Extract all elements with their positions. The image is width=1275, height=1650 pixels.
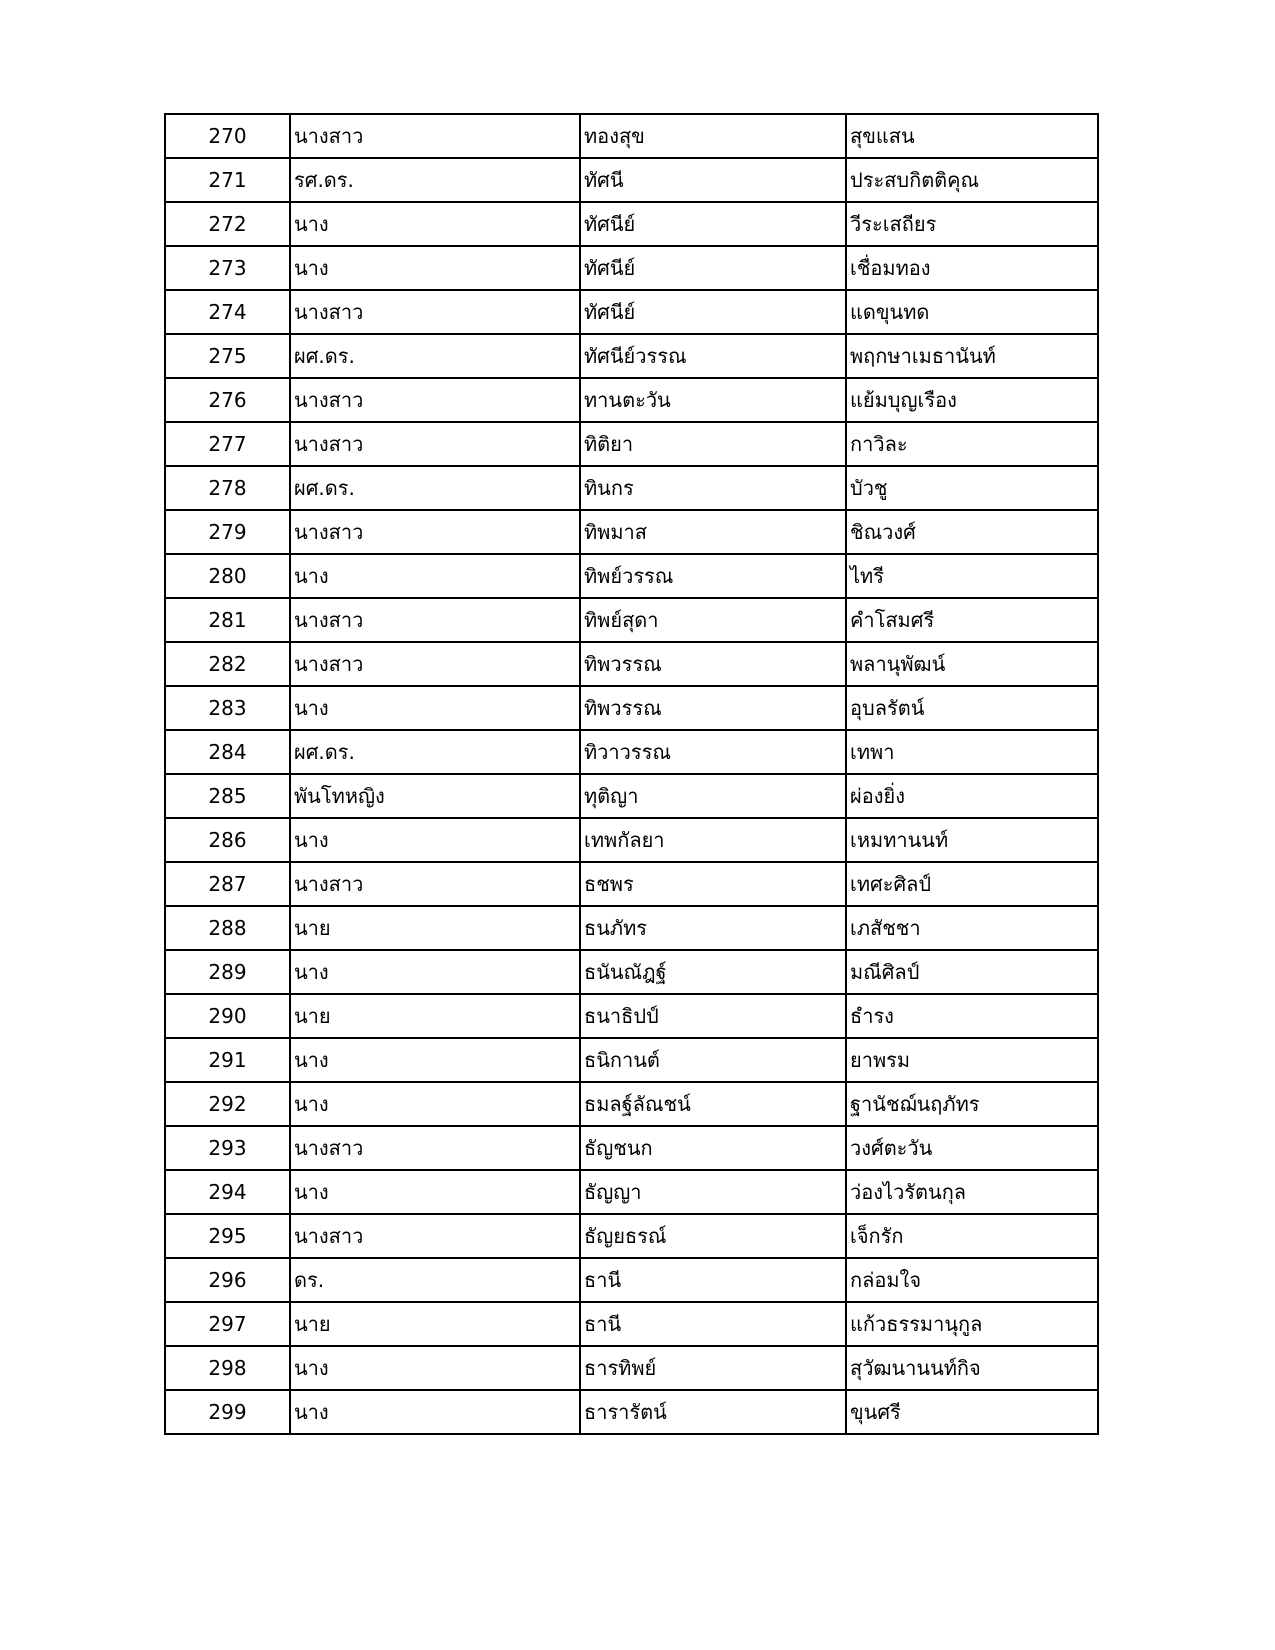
last-name-cell: แย้มบุญเรือง — [846, 378, 1098, 422]
first-name-cell: ธนาธิปป์ — [580, 994, 846, 1038]
first-name-cell: ทัศนีย์ — [580, 246, 846, 290]
title-cell: นางสาว — [290, 862, 580, 906]
last-name-cell: เทศะศิลป์ — [846, 862, 1098, 906]
row-number-cell: 270 — [165, 114, 290, 158]
row-number-cell: 288 — [165, 906, 290, 950]
row-number-cell: 280 — [165, 554, 290, 598]
table-row — [165, 378, 1098, 422]
last-name-cell: เทพา — [846, 730, 1098, 774]
first-name-cell: ทิพย์สุดา — [580, 598, 846, 642]
first-name-cell: ทิพมาส — [580, 510, 846, 554]
table-row — [165, 642, 1098, 686]
last-name-cell: ขุนศรี — [846, 1390, 1098, 1434]
last-name-cell: แก้วธรรมานุกูล — [846, 1302, 1098, 1346]
table-row — [165, 1258, 1098, 1302]
table-row — [165, 1126, 1098, 1170]
first-name-cell: ธานี — [580, 1258, 846, 1302]
first-name-cell: ธานี — [580, 1302, 846, 1346]
row-number-cell: 286 — [165, 818, 290, 862]
table-row — [165, 1214, 1098, 1258]
title-cell: นาง — [290, 1346, 580, 1390]
row-number-cell: 279 — [165, 510, 290, 554]
first-name-cell: ทุติญา — [580, 774, 846, 818]
row-number-cell: 274 — [165, 290, 290, 334]
last-name-cell: เจ็กรัก — [846, 1214, 1098, 1258]
row-number-cell: 272 — [165, 202, 290, 246]
row-number-cell: 299 — [165, 1390, 290, 1434]
title-cell: นาง — [290, 1082, 580, 1126]
table-row — [165, 466, 1098, 510]
row-number-cell: 271 — [165, 158, 290, 202]
last-name-cell: ฐานัชฌ์นฤภัทร — [846, 1082, 1098, 1126]
row-number-cell: 281 — [165, 598, 290, 642]
first-name-cell: ทิติยา — [580, 422, 846, 466]
row-number-cell: 278 — [165, 466, 290, 510]
table-row — [165, 1038, 1098, 1082]
first-name-cell: ทานตะวัน — [580, 378, 846, 422]
last-name-cell: ชิณวงศ์ — [846, 510, 1098, 554]
table-row — [165, 862, 1098, 906]
first-name-cell: ธัญยธรณ์ — [580, 1214, 846, 1258]
table-row — [165, 906, 1098, 950]
title-cell: นาง — [290, 202, 580, 246]
first-name-cell: ทิพวรรณ — [580, 686, 846, 730]
first-name-cell: ธนภัทร — [580, 906, 846, 950]
first-name-cell: ธนันณัฎฐ์ — [580, 950, 846, 994]
table-row — [165, 950, 1098, 994]
title-cell: นางสาว — [290, 1126, 580, 1170]
title-cell: นางสาว — [290, 422, 580, 466]
table-row — [165, 686, 1098, 730]
title-cell: นาง — [290, 950, 580, 994]
last-name-cell: ไทรี — [846, 554, 1098, 598]
title-cell: นางสาว — [290, 510, 580, 554]
row-number-cell: 292 — [165, 1082, 290, 1126]
last-name-cell: ผ่องยิ่ง — [846, 774, 1098, 818]
row-number-cell: 275 — [165, 334, 290, 378]
row-number-cell: 297 — [165, 1302, 290, 1346]
table-row — [165, 554, 1098, 598]
row-number-cell: 273 — [165, 246, 290, 290]
first-name-cell: ธนิกานต์ — [580, 1038, 846, 1082]
last-name-cell: วงศ์ตะวัน — [846, 1126, 1098, 1170]
last-name-cell: ยาพรม — [846, 1038, 1098, 1082]
table-row — [165, 202, 1098, 246]
first-name-cell: ทิพวรรณ — [580, 642, 846, 686]
row-number-cell: 285 — [165, 774, 290, 818]
title-cell: พันโทหญิง — [290, 774, 580, 818]
last-name-cell: สุวัฒนานนท์กิจ — [846, 1346, 1098, 1390]
last-name-cell: พลานุพัฒน์ — [846, 642, 1098, 686]
row-number-cell: 295 — [165, 1214, 290, 1258]
first-name-cell: ธมลฐ์ลัณชน์ — [580, 1082, 846, 1126]
title-cell: นาง — [290, 1390, 580, 1434]
table-row — [165, 994, 1098, 1038]
table-row — [165, 1390, 1098, 1434]
title-cell: นางสาว — [290, 114, 580, 158]
title-cell: ผศ.ดร. — [290, 730, 580, 774]
last-name-cell: บัวชู — [846, 466, 1098, 510]
table-row — [165, 774, 1098, 818]
last-name-cell: คำโสมศรี — [846, 598, 1098, 642]
table-row — [165, 510, 1098, 554]
last-name-cell: กล่อมใจ — [846, 1258, 1098, 1302]
first-name-cell: ทินกร — [580, 466, 846, 510]
first-name-cell: ธัญชนก — [580, 1126, 846, 1170]
row-number-cell: 284 — [165, 730, 290, 774]
last-name-cell: เหมทานนท์ — [846, 818, 1098, 862]
last-name-cell: สุขแสน — [846, 114, 1098, 158]
table-row — [165, 730, 1098, 774]
last-name-cell: กาวิละ — [846, 422, 1098, 466]
row-number-cell: 293 — [165, 1126, 290, 1170]
first-name-cell: ทัศนีย์วรรณ — [580, 334, 846, 378]
row-number-cell: 296 — [165, 1258, 290, 1302]
first-name-cell: ธชพร — [580, 862, 846, 906]
title-cell: นางสาว — [290, 1214, 580, 1258]
table-row — [165, 598, 1098, 642]
first-name-cell: ทิวาวรรณ — [580, 730, 846, 774]
last-name-cell: มณีศิลป์ — [846, 950, 1098, 994]
title-cell: นาง — [290, 246, 580, 290]
last-name-cell: ธำรง — [846, 994, 1098, 1038]
first-name-cell: ธารารัตน์ — [580, 1390, 846, 1434]
first-name-cell: ทัศนี — [580, 158, 846, 202]
title-cell: นางสาว — [290, 642, 580, 686]
title-cell: นาง — [290, 686, 580, 730]
last-name-cell: แดขุนทด — [846, 290, 1098, 334]
title-cell: รศ.ดร. — [290, 158, 580, 202]
first-name-cell: ทิพย์วรรณ — [580, 554, 846, 598]
row-number-cell: 290 — [165, 994, 290, 1038]
table-row — [165, 1082, 1098, 1126]
table-row — [165, 158, 1098, 202]
table-row — [165, 818, 1098, 862]
row-number-cell: 291 — [165, 1038, 290, 1082]
row-number-cell: 282 — [165, 642, 290, 686]
title-cell: นาง — [290, 818, 580, 862]
title-cell: นาย — [290, 906, 580, 950]
last-name-cell: เภสัชชา — [846, 906, 1098, 950]
title-cell: นาง — [290, 1170, 580, 1214]
title-cell: นางสาว — [290, 378, 580, 422]
title-cell: ดร. — [290, 1258, 580, 1302]
row-number-cell: 277 — [165, 422, 290, 466]
first-name-cell: ทองสุข — [580, 114, 846, 158]
table-row — [165, 422, 1098, 466]
name-roster-table — [164, 113, 1099, 1435]
table-row — [165, 1302, 1098, 1346]
row-number-cell: 276 — [165, 378, 290, 422]
table-row — [165, 290, 1098, 334]
row-number-cell: 294 — [165, 1170, 290, 1214]
title-cell: นาย — [290, 1302, 580, 1346]
last-name-cell: อุบลรัตน์ — [846, 686, 1098, 730]
last-name-cell: พฤกษาเมธานันท์ — [846, 334, 1098, 378]
first-name-cell: ทัศนีย์ — [580, 290, 846, 334]
title-cell: ผศ.ดร. — [290, 334, 580, 378]
row-number-cell: 287 — [165, 862, 290, 906]
last-name-cell: เชื่อมทอง — [846, 246, 1098, 290]
title-cell: ผศ.ดร. — [290, 466, 580, 510]
row-number-cell: 283 — [165, 686, 290, 730]
last-name-cell: ประสบกิตติคุณ — [846, 158, 1098, 202]
title-cell: นางสาว — [290, 598, 580, 642]
first-name-cell: ธารทิพย์ — [580, 1346, 846, 1390]
title-cell: นางสาว — [290, 290, 580, 334]
table-row — [165, 246, 1098, 290]
name-roster-body — [165, 114, 1098, 1434]
row-number-cell: 298 — [165, 1346, 290, 1390]
table-row — [165, 1170, 1098, 1214]
row-number-cell: 289 — [165, 950, 290, 994]
last-name-cell: ว่องไวรัตนกุล — [846, 1170, 1098, 1214]
first-name-cell: ธัญญา — [580, 1170, 846, 1214]
title-cell: นาย — [290, 994, 580, 1038]
title-cell: นาง — [290, 1038, 580, 1082]
first-name-cell: ทัศนีย์ — [580, 202, 846, 246]
table-row — [165, 334, 1098, 378]
table-row — [165, 114, 1098, 158]
last-name-cell: วีระเสถียร — [846, 202, 1098, 246]
title-cell: นาง — [290, 554, 580, 598]
table-row — [165, 1346, 1098, 1390]
first-name-cell: เทพกัลยา — [580, 818, 846, 862]
